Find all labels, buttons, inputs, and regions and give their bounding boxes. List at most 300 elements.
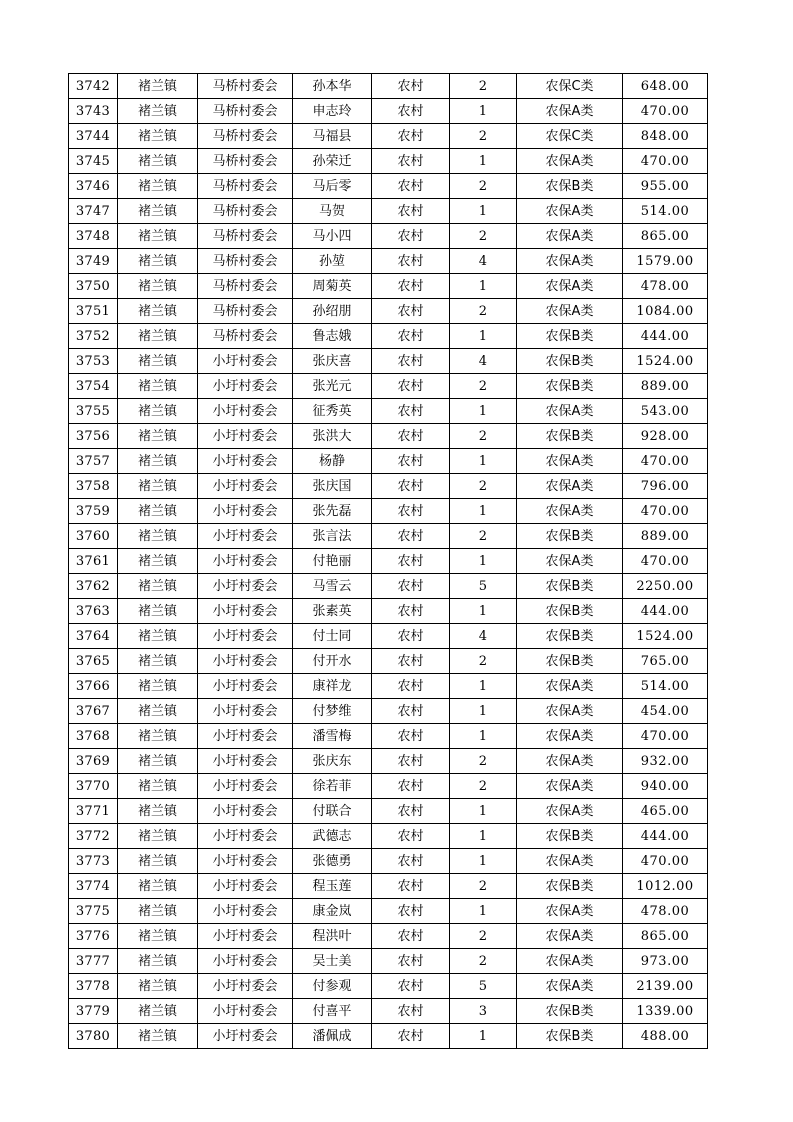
cell-insurance-category: 农保B类 xyxy=(517,999,623,1024)
cell-village-committee: 马桥村委会 xyxy=(198,149,293,174)
cell-serial-number: 3775 xyxy=(69,899,118,924)
cell-serial-number: 3749 xyxy=(69,249,118,274)
cell-insurance-category: 农保B类 xyxy=(517,174,623,199)
cell-member-count: 2 xyxy=(450,924,517,949)
table-row xyxy=(69,874,708,899)
cell-household-type: 农村 xyxy=(372,324,450,349)
cell-village-committee: 小圩村委会 xyxy=(198,374,293,399)
cell-town: 褚兰镇 xyxy=(118,274,198,299)
cell-insurance-category: 农保A类 xyxy=(517,849,623,874)
cell-household-type: 农村 xyxy=(372,374,450,399)
table-row xyxy=(69,574,708,599)
data-table xyxy=(68,73,708,1049)
cell-town: 褚兰镇 xyxy=(118,149,198,174)
cell-amount: 543.00 xyxy=(623,399,708,424)
table-row xyxy=(69,399,708,424)
cell-member-count: 1 xyxy=(450,324,517,349)
table-row xyxy=(69,724,708,749)
cell-insurance-category: 农保B类 xyxy=(517,874,623,899)
cell-person-name: 徐若菲 xyxy=(293,774,372,799)
cell-member-count: 1 xyxy=(450,599,517,624)
cell-household-type: 农村 xyxy=(372,674,450,699)
table-row xyxy=(69,199,708,224)
cell-person-name: 张言法 xyxy=(293,524,372,549)
cell-village-committee: 小圩村委会 xyxy=(198,424,293,449)
cell-serial-number: 3771 xyxy=(69,799,118,824)
cell-village-committee: 小圩村委会 xyxy=(198,599,293,624)
cell-village-committee: 小圩村委会 xyxy=(198,649,293,674)
cell-village-committee: 小圩村委会 xyxy=(198,974,293,999)
cell-amount: 932.00 xyxy=(623,749,708,774)
cell-amount: 1524.00 xyxy=(623,624,708,649)
cell-village-committee: 小圩村委会 xyxy=(198,824,293,849)
cell-insurance-category: 农保A类 xyxy=(517,699,623,724)
cell-person-name: 孙堃 xyxy=(293,249,372,274)
table-row xyxy=(69,924,708,949)
cell-amount: 1084.00 xyxy=(623,299,708,324)
cell-person-name: 付喜平 xyxy=(293,999,372,1024)
cell-amount: 648.00 xyxy=(623,74,708,99)
cell-serial-number: 3759 xyxy=(69,499,118,524)
cell-member-count: 1 xyxy=(450,99,517,124)
cell-amount: 889.00 xyxy=(623,524,708,549)
cell-town: 褚兰镇 xyxy=(118,174,198,199)
cell-member-count: 2 xyxy=(450,74,517,99)
cell-village-committee: 马桥村委会 xyxy=(198,199,293,224)
cell-town: 褚兰镇 xyxy=(118,799,198,824)
cell-serial-number: 3768 xyxy=(69,724,118,749)
cell-amount: 796.00 xyxy=(623,474,708,499)
table-row xyxy=(69,124,708,149)
cell-member-count: 1 xyxy=(450,699,517,724)
cell-serial-number: 3776 xyxy=(69,924,118,949)
cell-insurance-category: 农保A类 xyxy=(517,674,623,699)
cell-person-name: 付参观 xyxy=(293,974,372,999)
cell-village-committee: 小圩村委会 xyxy=(198,899,293,924)
table-row xyxy=(69,474,708,499)
cell-insurance-category: 农保A类 xyxy=(517,774,623,799)
cell-person-name: 程玉莲 xyxy=(293,874,372,899)
cell-town: 褚兰镇 xyxy=(118,1024,198,1049)
cell-household-type: 农村 xyxy=(372,1024,450,1049)
cell-amount: 514.00 xyxy=(623,674,708,699)
cell-household-type: 农村 xyxy=(372,624,450,649)
cell-town: 褚兰镇 xyxy=(118,499,198,524)
cell-person-name: 张先磊 xyxy=(293,499,372,524)
cell-member-count: 1 xyxy=(450,449,517,474)
cell-person-name: 孙绍朋 xyxy=(293,299,372,324)
cell-village-committee: 马桥村委会 xyxy=(198,99,293,124)
cell-serial-number: 3746 xyxy=(69,174,118,199)
cell-serial-number: 3754 xyxy=(69,374,118,399)
cell-serial-number: 3756 xyxy=(69,424,118,449)
cell-person-name: 鲁志娥 xyxy=(293,324,372,349)
table-row xyxy=(69,249,708,274)
cell-serial-number: 3750 xyxy=(69,274,118,299)
cell-serial-number: 3765 xyxy=(69,649,118,674)
table-row xyxy=(69,324,708,349)
cell-village-committee: 小圩村委会 xyxy=(198,549,293,574)
cell-insurance-category: 农保A类 xyxy=(517,499,623,524)
cell-household-type: 农村 xyxy=(372,974,450,999)
cell-town: 褚兰镇 xyxy=(118,324,198,349)
table-row xyxy=(69,949,708,974)
cell-member-count: 1 xyxy=(450,849,517,874)
cell-serial-number: 3778 xyxy=(69,974,118,999)
cell-member-count: 5 xyxy=(450,574,517,599)
cell-serial-number: 3748 xyxy=(69,224,118,249)
cell-insurance-category: 农保A类 xyxy=(517,974,623,999)
cell-amount: 928.00 xyxy=(623,424,708,449)
cell-household-type: 农村 xyxy=(372,849,450,874)
cell-amount: 1579.00 xyxy=(623,249,708,274)
cell-member-count: 1 xyxy=(450,899,517,924)
cell-town: 褚兰镇 xyxy=(118,299,198,324)
table-row xyxy=(69,824,708,849)
cell-town: 褚兰镇 xyxy=(118,674,198,699)
cell-member-count: 2 xyxy=(450,124,517,149)
cell-member-count: 2 xyxy=(450,374,517,399)
cell-amount: 955.00 xyxy=(623,174,708,199)
cell-member-count: 1 xyxy=(450,674,517,699)
table-row xyxy=(69,224,708,249)
cell-insurance-category: 农保B类 xyxy=(517,624,623,649)
cell-person-name: 马后零 xyxy=(293,174,372,199)
cell-member-count: 2 xyxy=(450,224,517,249)
cell-member-count: 1 xyxy=(450,149,517,174)
cell-village-committee: 小圩村委会 xyxy=(198,449,293,474)
cell-person-name: 张洪大 xyxy=(293,424,372,449)
cell-amount: 478.00 xyxy=(623,274,708,299)
table-row xyxy=(69,499,708,524)
cell-serial-number: 3747 xyxy=(69,199,118,224)
cell-amount: 848.00 xyxy=(623,124,708,149)
cell-village-committee: 小圩村委会 xyxy=(198,949,293,974)
cell-household-type: 农村 xyxy=(372,474,450,499)
cell-town: 褚兰镇 xyxy=(118,924,198,949)
cell-person-name: 张素英 xyxy=(293,599,372,624)
cell-member-count: 2 xyxy=(450,524,517,549)
cell-household-type: 农村 xyxy=(372,424,450,449)
cell-village-committee: 马桥村委会 xyxy=(198,324,293,349)
cell-household-type: 农村 xyxy=(372,549,450,574)
cell-town: 褚兰镇 xyxy=(118,74,198,99)
cell-town: 褚兰镇 xyxy=(118,999,198,1024)
cell-insurance-category: 农保B类 xyxy=(517,599,623,624)
cell-village-committee: 小圩村委会 xyxy=(198,924,293,949)
cell-serial-number: 3755 xyxy=(69,399,118,424)
table-row xyxy=(69,624,708,649)
cell-town: 褚兰镇 xyxy=(118,199,198,224)
cell-amount: 465.00 xyxy=(623,799,708,824)
cell-person-name: 马小四 xyxy=(293,224,372,249)
cell-village-committee: 小圩村委会 xyxy=(198,574,293,599)
cell-household-type: 农村 xyxy=(372,249,450,274)
cell-amount: 1339.00 xyxy=(623,999,708,1024)
cell-village-committee: 小圩村委会 xyxy=(198,349,293,374)
cell-amount: 973.00 xyxy=(623,949,708,974)
cell-household-type: 农村 xyxy=(372,999,450,1024)
cell-village-committee: 马桥村委会 xyxy=(198,174,293,199)
cell-household-type: 农村 xyxy=(372,99,450,124)
cell-village-committee: 马桥村委会 xyxy=(198,249,293,274)
cell-insurance-category: 农保C类 xyxy=(517,74,623,99)
cell-amount: 470.00 xyxy=(623,149,708,174)
table-row xyxy=(69,849,708,874)
cell-household-type: 农村 xyxy=(372,449,450,474)
cell-person-name: 马贺 xyxy=(293,199,372,224)
cell-town: 褚兰镇 xyxy=(118,949,198,974)
cell-village-committee: 小圩村委会 xyxy=(198,399,293,424)
cell-town: 褚兰镇 xyxy=(118,624,198,649)
cell-person-name: 吴士美 xyxy=(293,949,372,974)
cell-household-type: 农村 xyxy=(372,924,450,949)
cell-town: 褚兰镇 xyxy=(118,824,198,849)
cell-serial-number: 3753 xyxy=(69,349,118,374)
cell-serial-number: 3758 xyxy=(69,474,118,499)
cell-village-committee: 马桥村委会 xyxy=(198,124,293,149)
cell-serial-number: 3774 xyxy=(69,874,118,899)
cell-insurance-category: 农保A类 xyxy=(517,799,623,824)
cell-insurance-category: 农保A类 xyxy=(517,224,623,249)
cell-village-committee: 小圩村委会 xyxy=(198,749,293,774)
cell-person-name: 付士同 xyxy=(293,624,372,649)
cell-amount: 470.00 xyxy=(623,724,708,749)
cell-town: 褚兰镇 xyxy=(118,224,198,249)
cell-household-type: 农村 xyxy=(372,699,450,724)
cell-town: 褚兰镇 xyxy=(118,374,198,399)
cell-person-name: 申志玲 xyxy=(293,99,372,124)
cell-town: 褚兰镇 xyxy=(118,774,198,799)
table-body xyxy=(69,74,708,1049)
cell-amount: 444.00 xyxy=(623,824,708,849)
cell-town: 褚兰镇 xyxy=(118,549,198,574)
cell-insurance-category: 农保A类 xyxy=(517,749,623,774)
cell-serial-number: 3743 xyxy=(69,99,118,124)
cell-household-type: 农村 xyxy=(372,274,450,299)
cell-member-count: 2 xyxy=(450,299,517,324)
cell-household-type: 农村 xyxy=(372,824,450,849)
cell-town: 褚兰镇 xyxy=(118,474,198,499)
cell-serial-number: 3766 xyxy=(69,674,118,699)
cell-insurance-category: 农保A类 xyxy=(517,99,623,124)
cell-person-name: 周菊英 xyxy=(293,274,372,299)
cell-household-type: 农村 xyxy=(372,199,450,224)
cell-town: 褚兰镇 xyxy=(118,124,198,149)
cell-household-type: 农村 xyxy=(372,799,450,824)
cell-insurance-category: 农保B类 xyxy=(517,824,623,849)
cell-insurance-category: 农保B类 xyxy=(517,324,623,349)
cell-person-name: 付联合 xyxy=(293,799,372,824)
cell-town: 褚兰镇 xyxy=(118,449,198,474)
cell-serial-number: 3757 xyxy=(69,449,118,474)
cell-town: 褚兰镇 xyxy=(118,599,198,624)
cell-insurance-category: 农保B类 xyxy=(517,524,623,549)
cell-household-type: 农村 xyxy=(372,349,450,374)
cell-amount: 470.00 xyxy=(623,99,708,124)
cell-amount: 865.00 xyxy=(623,224,708,249)
cell-town: 褚兰镇 xyxy=(118,524,198,549)
cell-insurance-category: 农保A类 xyxy=(517,474,623,499)
cell-amount: 1012.00 xyxy=(623,874,708,899)
table-row xyxy=(69,524,708,549)
table-row xyxy=(69,674,708,699)
cell-insurance-category: 农保B类 xyxy=(517,574,623,599)
cell-serial-number: 3770 xyxy=(69,774,118,799)
cell-town: 褚兰镇 xyxy=(118,424,198,449)
cell-person-name: 付开水 xyxy=(293,649,372,674)
cell-serial-number: 3763 xyxy=(69,599,118,624)
cell-insurance-category: 农保A类 xyxy=(517,274,623,299)
cell-household-type: 农村 xyxy=(372,574,450,599)
cell-insurance-category: 农保A类 xyxy=(517,299,623,324)
cell-village-committee: 小圩村委会 xyxy=(198,874,293,899)
cell-village-committee: 小圩村委会 xyxy=(198,774,293,799)
cell-amount: 865.00 xyxy=(623,924,708,949)
cell-member-count: 2 xyxy=(450,774,517,799)
cell-person-name: 马雪云 xyxy=(293,574,372,599)
cell-amount: 454.00 xyxy=(623,699,708,724)
cell-insurance-category: 农保A类 xyxy=(517,399,623,424)
cell-village-committee: 小圩村委会 xyxy=(198,799,293,824)
cell-amount: 444.00 xyxy=(623,324,708,349)
table-row xyxy=(69,999,708,1024)
cell-amount: 470.00 xyxy=(623,549,708,574)
table-row xyxy=(69,99,708,124)
cell-serial-number: 3769 xyxy=(69,749,118,774)
cell-insurance-category: 农保A类 xyxy=(517,449,623,474)
cell-household-type: 农村 xyxy=(372,224,450,249)
cell-household-type: 农村 xyxy=(372,124,450,149)
cell-member-count: 1 xyxy=(450,199,517,224)
cell-village-committee: 马桥村委会 xyxy=(198,224,293,249)
cell-member-count: 4 xyxy=(450,624,517,649)
cell-village-committee: 小圩村委会 xyxy=(198,724,293,749)
cell-insurance-category: 农保B类 xyxy=(517,1024,623,1049)
cell-person-name: 张庆东 xyxy=(293,749,372,774)
cell-insurance-category: 农保B类 xyxy=(517,424,623,449)
cell-serial-number: 3764 xyxy=(69,624,118,649)
cell-member-count: 2 xyxy=(450,749,517,774)
cell-insurance-category: 农保B类 xyxy=(517,349,623,374)
cell-household-type: 农村 xyxy=(372,749,450,774)
table-row xyxy=(69,974,708,999)
cell-insurance-category: 农保C类 xyxy=(517,124,623,149)
cell-amount: 470.00 xyxy=(623,849,708,874)
cell-town: 褚兰镇 xyxy=(118,849,198,874)
cell-town: 褚兰镇 xyxy=(118,399,198,424)
cell-amount: 765.00 xyxy=(623,649,708,674)
cell-town: 褚兰镇 xyxy=(118,874,198,899)
cell-serial-number: 3762 xyxy=(69,574,118,599)
cell-town: 褚兰镇 xyxy=(118,699,198,724)
cell-town: 褚兰镇 xyxy=(118,899,198,924)
cell-person-name: 付梦维 xyxy=(293,699,372,724)
cell-insurance-category: 农保B类 xyxy=(517,374,623,399)
cell-village-committee: 马桥村委会 xyxy=(198,274,293,299)
cell-serial-number: 3760 xyxy=(69,524,118,549)
table-row xyxy=(69,174,708,199)
cell-household-type: 农村 xyxy=(372,649,450,674)
table-row xyxy=(69,899,708,924)
cell-member-count: 1 xyxy=(450,399,517,424)
table-row xyxy=(69,424,708,449)
cell-serial-number: 3761 xyxy=(69,549,118,574)
table-row xyxy=(69,774,708,799)
cell-serial-number: 3773 xyxy=(69,849,118,874)
cell-person-name: 张庆喜 xyxy=(293,349,372,374)
cell-serial-number: 3780 xyxy=(69,1024,118,1049)
cell-person-name: 孙荣迁 xyxy=(293,149,372,174)
cell-amount: 940.00 xyxy=(623,774,708,799)
cell-amount: 478.00 xyxy=(623,899,708,924)
cell-household-type: 农村 xyxy=(372,149,450,174)
cell-village-committee: 小圩村委会 xyxy=(198,474,293,499)
table-row xyxy=(69,549,708,574)
table-row xyxy=(69,1024,708,1049)
cell-serial-number: 3779 xyxy=(69,999,118,1024)
cell-household-type: 农村 xyxy=(372,74,450,99)
cell-household-type: 农村 xyxy=(372,524,450,549)
table-row xyxy=(69,299,708,324)
cell-member-count: 1 xyxy=(450,799,517,824)
cell-household-type: 农村 xyxy=(372,174,450,199)
cell-household-type: 农村 xyxy=(372,774,450,799)
cell-insurance-category: 农保A类 xyxy=(517,149,623,174)
cell-amount: 1524.00 xyxy=(623,349,708,374)
cell-person-name: 张光元 xyxy=(293,374,372,399)
cell-town: 褚兰镇 xyxy=(118,349,198,374)
cell-amount: 488.00 xyxy=(623,1024,708,1049)
cell-household-type: 农村 xyxy=(372,599,450,624)
cell-town: 褚兰镇 xyxy=(118,649,198,674)
cell-serial-number: 3745 xyxy=(69,149,118,174)
cell-town: 褚兰镇 xyxy=(118,749,198,774)
cell-household-type: 农村 xyxy=(372,499,450,524)
cell-amount: 2250.00 xyxy=(623,574,708,599)
cell-person-name: 潘雪梅 xyxy=(293,724,372,749)
table-row xyxy=(69,349,708,374)
table-row xyxy=(69,274,708,299)
cell-amount: 470.00 xyxy=(623,449,708,474)
cell-household-type: 农村 xyxy=(372,874,450,899)
cell-amount: 2139.00 xyxy=(623,974,708,999)
cell-member-count: 1 xyxy=(450,724,517,749)
cell-village-committee: 小圩村委会 xyxy=(198,999,293,1024)
cell-person-name: 武德志 xyxy=(293,824,372,849)
cell-amount: 514.00 xyxy=(623,199,708,224)
cell-person-name: 康祥龙 xyxy=(293,674,372,699)
cell-household-type: 农村 xyxy=(372,949,450,974)
cell-serial-number: 3777 xyxy=(69,949,118,974)
cell-person-name: 康金岚 xyxy=(293,899,372,924)
cell-village-committee: 马桥村委会 xyxy=(198,299,293,324)
cell-member-count: 5 xyxy=(450,974,517,999)
cell-person-name: 程洪叶 xyxy=(293,924,372,949)
cell-insurance-category: 农保A类 xyxy=(517,724,623,749)
cell-village-committee: 小圩村委会 xyxy=(198,1024,293,1049)
cell-amount: 889.00 xyxy=(623,374,708,399)
cell-person-name: 张德勇 xyxy=(293,849,372,874)
cell-serial-number: 3744 xyxy=(69,124,118,149)
cell-member-count: 3 xyxy=(450,999,517,1024)
table-row xyxy=(69,799,708,824)
cell-village-committee: 小圩村委会 xyxy=(198,699,293,724)
table-row xyxy=(69,449,708,474)
cell-amount: 444.00 xyxy=(623,599,708,624)
cell-insurance-category: 农保A类 xyxy=(517,549,623,574)
cell-serial-number: 3751 xyxy=(69,299,118,324)
